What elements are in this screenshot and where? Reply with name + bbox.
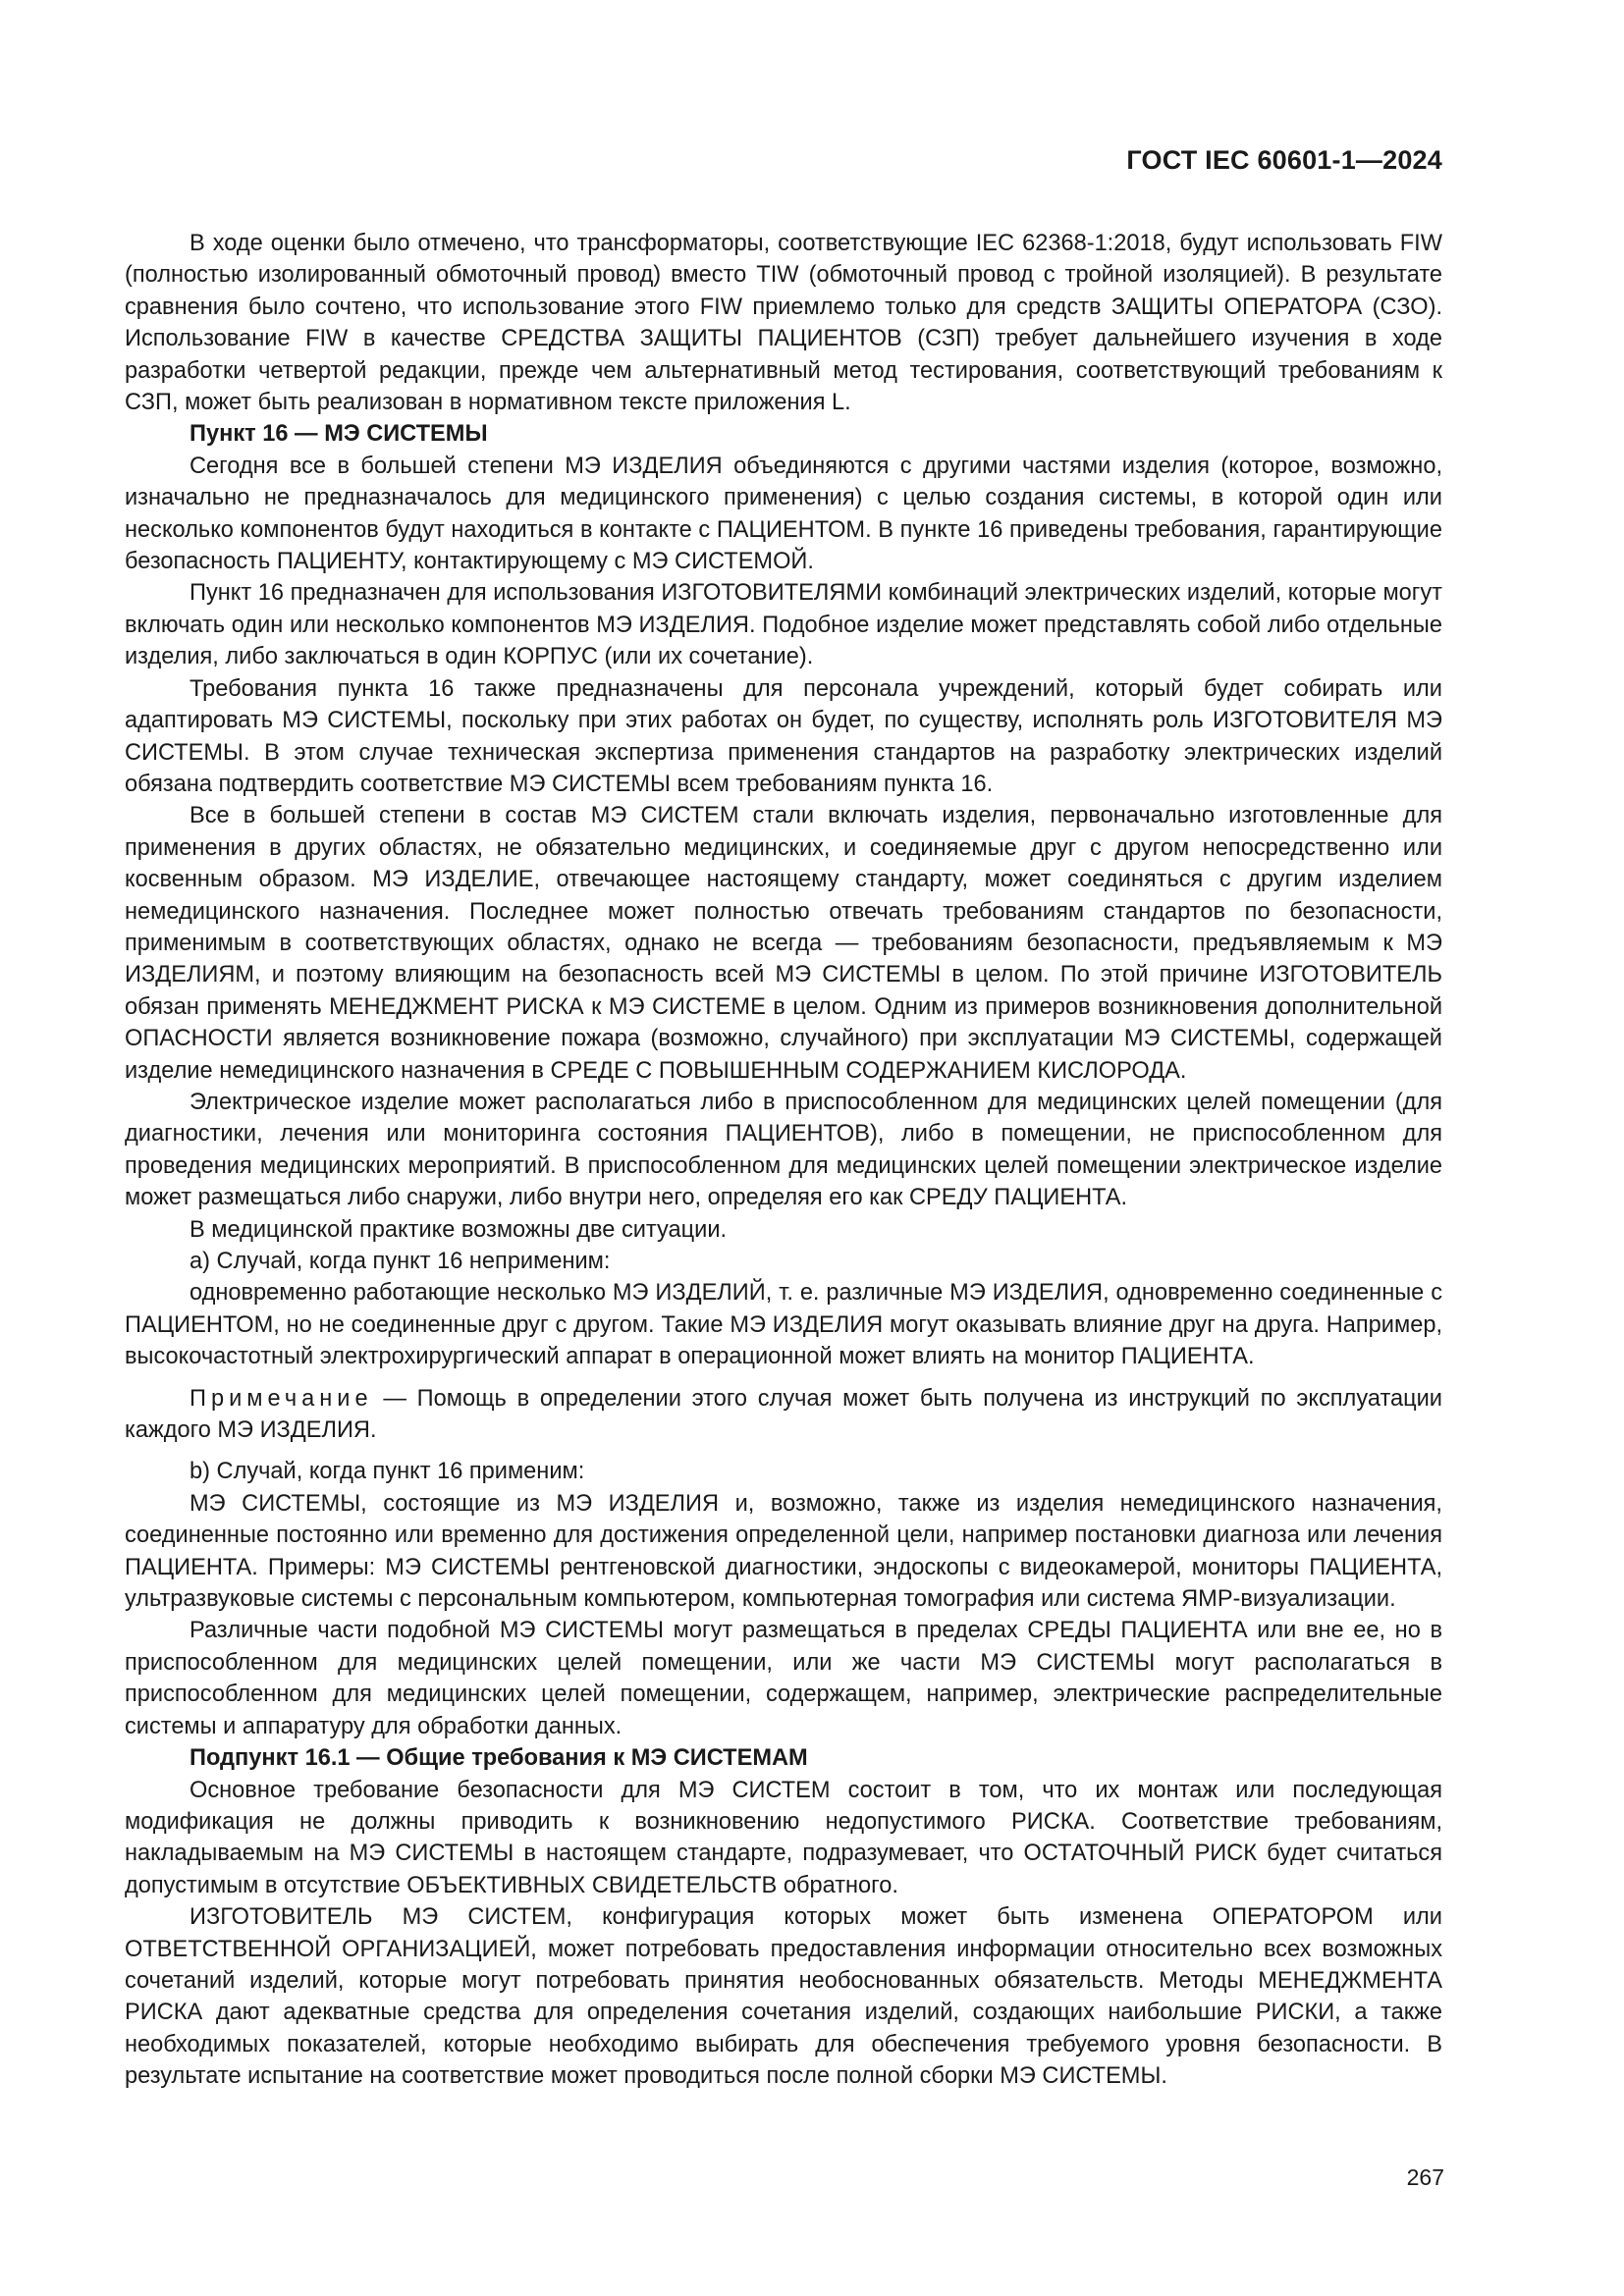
paragraph: Требования пункта 16 также предназначены для персонала учреждений, который будет собирать или адаптировать МЭ СИСТЕМЫ, поскольку при этих работах он будет, по существу, исполнять роль ИЗГОТОВИТЕЛЯ МЭ СИСТЕМЫ. В этом случае техническая экспертиза применения стандартов на разработку электрических изделий обязана подтвердить соответствие МЭ СИСТЕМЫ всем требованиям пункта 16. bbox=[125, 675, 1442, 797]
note-paragraph bbox=[125, 1383, 1442, 1447]
note-text: — Помощь в определении этого случая может быть получена из инструкций по эксплуатации каждого МЭ ИЗДЕЛИЯ. bbox=[125, 1385, 1442, 1444]
paragraph: Все в большей степени в состав МЭ СИСТЕМ стали включать изделия, первоначально изготовленные для применения в других областях, не обязательно медицинских, и соединяемые друг с другом непосредственно или косвенным образом. МЭ ИЗДЕЛИЕ, отвечающее настоящему стандарту, может соединяться с другим изделием немедицинского назначения. Последнее может полностью отвечать требованиям стандартов по безопасности, применимым в соответствующих областях, однако не всегда — требованиям безопасности, предъявляемым к МЭ ИЗДЕЛИЯМ, и поэтому влияющим на безопасность всей МЭ СИСТЕМЫ в целом. По этой причине ИЗГОТОВИТЕЛЬ обязан применять МЕНЕДЖМЕНТ РИСКА к МЭ СИСТЕМЕ в целом. Одним из примеров возникновения дополнительной ОПАСНОСТИ является возникновение пожара (возможно, случайного) при эксплуатации МЭ СИСТЕМЫ, содержащей изделие немедицинского назначения в СРЕДЕ С ПОВЫШЕННЫМ СОДЕРЖАНИЕМ КИСЛОРОДА. bbox=[125, 803, 1442, 1084]
paragraph: В ходе оценки было отмечено, что трансформаторы, соответствующие IEC 62368-1:2018, будут использовать FIW (полностью изолированный обмоточный провод) вместо TIW (обмоточный провод с тройной изоляцией). В результате сравнения было сочтено, что использование этого FIW приемлемо только для средств ЗАЩИТЫ ОПЕРАТОРА (СЗО). Использование FIW в качестве СРЕДСТВА ЗАЩИТЫ ПАЦИЕНТОВ (СЗП) требует дальнейшего изучения в ходе разработки четвертой редакции, прежде чем альтернативный метод тестирования, соответствующий требованиям к СЗП, может быть реализован в нормативном тексте приложения L. bbox=[125, 231, 1442, 416]
paragraph: Электрическое изделие может располагаться либо в приспособленном для медицинских целей помещении (для диагностики, лечения или мониторинга состояния ПАЦИЕНТОВ), либо в помещении, не приспособленном для проведения медицинских мероприятий. В приспособленном для медицинских целей помещении электрическое изделие может размещаться либо снаружи, либо внутри него, определяя его как СРЕДУ ПАЦИЕНТА. bbox=[125, 1089, 1442, 1211]
document-body bbox=[125, 228, 1442, 2093]
paragraph: Различные части подобной МЭ СИСТЕМЫ могут размещаться в пределах СРЕДЫ ПАЦИЕНТА или вне ее, но в приспособленном для медицинских целей помещении, или же части МЭ СИСТЕМЫ могут располагаться в приспособленном для медицинских целей помещении, содержащем, например, электрические распределительные системы и аппаратуру для обработки данных. bbox=[125, 1618, 1442, 1739]
document-code-header: ГОСТ IEC 60601-1—2024 bbox=[1126, 145, 1442, 175]
paragraph: МЭ СИСТЕМЫ, состоящие из МЭ ИЗДЕЛИЯ и, возможно, также из изделия немедицинского назначения, соединенные постоянно или временно для достижения определенной цели, например постановки диагноза или лечения ПАЦИЕНТА. Примеры: МЭ СИСТЕМЫ рентгеновской диагностики, эндоскопы с видеокамерой, мониторы ПАЦИЕНТА, ультразвуковые системы с персональным компьютером, компьютерная томография или система ЯМР-визуализации. bbox=[125, 1490, 1442, 1613]
paragraph: Сегодня все в большей степени МЭ ИЗДЕЛИЯ объединяются с другими частями изделия (которое, возможно, изначально не предназначалось для медицинского применения) с целью создания системы, в которой один или несколько компонентов будут находиться в контакте с ПАЦИЕНТОМ. В пункте 16 приведены требования, гарантирующие безопасность ПАЦИЕНТУ, контактирующему с МЭ СИСТЕМОЙ. bbox=[125, 453, 1442, 575]
list-item-a: a) Случай, когда пункт 16 неприменим: bbox=[189, 1249, 611, 1274]
note-label: Примечание bbox=[189, 1385, 373, 1412]
paragraph: Пункт 16 предназначен для использования ИЗГОТОВИТЕЛЯМИ комбинаций электрических изделий, которые могут включать один или несколько компонентов МЭ ИЗДЕЛИЯ. Подобное изделие может представлять собой либо отдельные изделия, либо заключаться в один КОРПУС (или их сочетание). bbox=[125, 580, 1442, 670]
paragraph: ИЗГОТОВИТЕЛЬ МЭ СИСТЕМ, конфигурация которых может быть изменена ОПЕРАТОРОМ или ОТВЕТСТВЕННОЙ ОРГАНИЗАЦИЕЙ, может потребовать предоставления информации относительно всех возможных сочетаний изделий, которые могут потребовать принятия необоснованных обязательств. Методы МЕНЕДЖМЕНТА РИСКА дают адекватные средства для определения сочетания изделий, создающих наибольшие РИСКИ, а также необходимых показателей, которые необходимо выбирать для обеспечения требуемого уровня безопасности. В результате испытание на соответствие может проводиться после полной сборки МЭ СИСТЕМЫ. bbox=[125, 1904, 1442, 2090]
list-item-b: b) Случай, когда пункт 16 применим: bbox=[189, 1459, 585, 1485]
subsection-heading: Подпункт 16.1 — Общие требования к МЭ СИСТЕМАМ bbox=[189, 1745, 808, 1772]
paragraph: одновременно работающие несколько МЭ ИЗДЕЛИЙ, т. е. различные МЭ ИЗДЕЛИЯ, одновременно соединенные с ПАЦИЕНТОМ, но не соединенные друг с другом. Такие МЭ ИЗДЕЛИЯ могут оказывать влияние друг на друга. Например, высокочастотный электрохирургический аппарат в операционной может влиять на монитор ПАЦИЕНТА. bbox=[125, 1280, 1442, 1370]
paragraph: В медицинской практике возможны две ситуации. bbox=[189, 1216, 728, 1243]
page-number: 267 bbox=[1406, 2164, 1444, 2190]
section-heading: Пункт 16 — МЭ СИСТЕМЫ bbox=[189, 421, 488, 448]
paragraph: Основное требование безопасности для МЭ СИСТЕМ состоит в том, что их монтаж или последующая модификация не должны приводить к возникновению недопустимого РИСКА. Соответствие требованиям, накладываемым на МЭ СИСТЕМЫ в настоящем стандарте, подразумевает, что ОСТАТОЧНЫЙ РИСК будет считаться допустимым в отсутствие ОБЪЕКТИВНЫХ СВИДЕТЕЛЬСТВ обратного. bbox=[125, 1777, 1442, 1898]
